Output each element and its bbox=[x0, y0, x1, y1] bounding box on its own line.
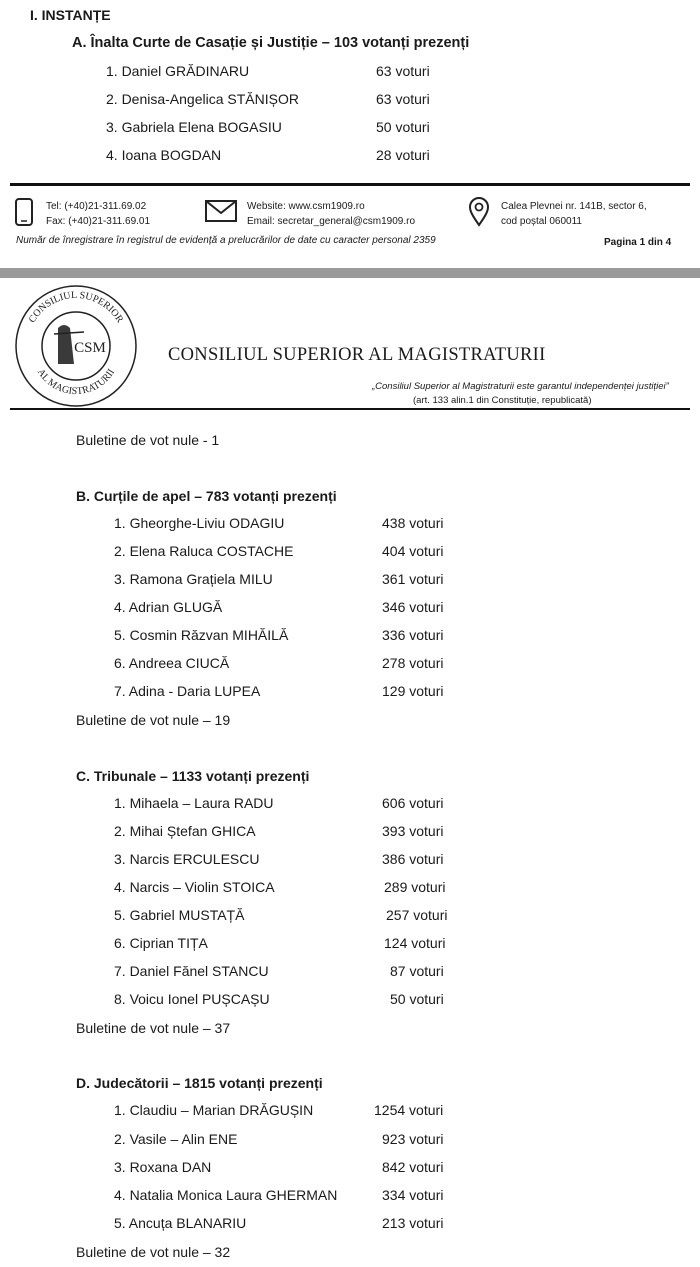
candidate-name: 2. Elena Raluca COSTACHE bbox=[114, 543, 294, 559]
list-item bbox=[0, 1131, 700, 1153]
group-a-title: A. Înalta Curte de Casație și Justiție – 103 votanți prezenți bbox=[72, 35, 470, 51]
candidate-name: 1. Claudiu – Marian DRĂGUȘIN bbox=[114, 1102, 314, 1118]
candidate-name: 2. Mihai Ștefan GHICA bbox=[114, 823, 256, 839]
candidate-votes: 129 voturi bbox=[382, 683, 444, 699]
candidate-votes: 278 voturi bbox=[382, 655, 444, 671]
header-quote: „Consiliul Superior al Magistraturii este garantul independenței justiției” bbox=[372, 381, 669, 392]
seal-bottom-text: AL MAGISTRATURII bbox=[34, 367, 118, 398]
header-divider bbox=[10, 408, 690, 410]
candidate-name: 4. Ioana BOGDAN bbox=[106, 147, 222, 163]
candidate-name: 4. Adrian GLUGĂ bbox=[114, 599, 223, 615]
candidate-votes: 606 voturi bbox=[382, 795, 444, 811]
candidate-votes: 63 voturi bbox=[376, 63, 430, 79]
svg-text:AL MAGISTRATURII bbox=[35, 367, 117, 397]
candidate-name: 5. Cosmin Răzvan MIHĂILĂ bbox=[114, 627, 289, 643]
footer-tel: Tel: (+40)21-311.69.02 bbox=[46, 201, 147, 212]
list-item bbox=[0, 543, 700, 565]
candidate-votes: 336 voturi bbox=[382, 627, 444, 643]
footer-address-line1: Calea Plevnei nr. 141B, sector 6, bbox=[501, 201, 647, 212]
candidate-votes: 124 voturi bbox=[384, 935, 446, 951]
seal-center-text: CSM bbox=[74, 340, 106, 356]
candidate-name: 7. Daniel Fănel STANCU bbox=[114, 963, 269, 979]
null-votes-c: Buletine de vot nule – 37 bbox=[76, 1020, 231, 1036]
list-item bbox=[0, 1187, 700, 1209]
candidate-votes: 361 voturi bbox=[382, 571, 444, 587]
csm-seal-logo bbox=[14, 284, 138, 408]
page-separator bbox=[0, 268, 700, 278]
section-heading: I. INSTANȚE bbox=[30, 7, 111, 23]
list-item bbox=[0, 823, 700, 845]
list-item bbox=[0, 147, 700, 169]
candidate-name: 1. Gheorghe-Liviu ODAGIU bbox=[114, 515, 285, 531]
footer-address-line2: cod poștal 060011 bbox=[501, 216, 582, 227]
candidate-name: 4. Natalia Monica Laura GHERMAN bbox=[114, 1187, 338, 1203]
group-b-title: B. Curțile de apel – 783 votanți prezenți bbox=[76, 488, 337, 504]
candidate-name: 5. Gabriel MUSTAȚĂ bbox=[114, 907, 245, 923]
page-number: Pagina 1 din 4 bbox=[604, 237, 672, 248]
list-item bbox=[0, 879, 700, 901]
list-item bbox=[0, 795, 700, 817]
list-item bbox=[0, 599, 700, 621]
candidate-name: 8. Voicu Ionel PUȘCAȘU bbox=[114, 991, 270, 1007]
candidate-votes: 386 voturi bbox=[382, 851, 444, 867]
candidate-votes: 50 voturi bbox=[390, 991, 444, 1007]
null-votes-d: Buletine de vot nule – 32 bbox=[76, 1244, 231, 1260]
list-item bbox=[0, 1102, 700, 1124]
location-pin-icon bbox=[468, 197, 490, 227]
list-item bbox=[0, 515, 700, 537]
list-item bbox=[0, 683, 700, 705]
candidate-votes: 63 voturi bbox=[376, 91, 430, 107]
candidate-name: 6. Ciprian TIȚA bbox=[114, 935, 208, 951]
candidate-name: 6. Andreea CIUCĂ bbox=[114, 655, 230, 671]
candidate-votes: 87 voturi bbox=[390, 963, 444, 979]
candidate-name: 1. Mihaela – Laura RADU bbox=[114, 795, 274, 811]
seal-top-text: CONSILIUL SUPERIOR bbox=[26, 289, 126, 325]
candidate-name: 3. Ramona Grațiela MILU bbox=[114, 571, 273, 587]
candidate-votes: 1254 voturi bbox=[374, 1102, 444, 1118]
candidate-votes: 289 voturi bbox=[384, 879, 446, 895]
list-item bbox=[0, 907, 700, 929]
org-name: CONSILIUL SUPERIOR AL MAGISTRATURII bbox=[168, 345, 546, 365]
candidate-name: 3. Roxana DAN bbox=[114, 1159, 212, 1175]
list-item bbox=[0, 991, 700, 1013]
candidate-name: 1. Daniel GRĂDINARU bbox=[106, 63, 250, 79]
candidate-votes: 213 voturi bbox=[382, 1215, 444, 1231]
phone-icon bbox=[14, 198, 34, 226]
candidate-votes: 50 voturi bbox=[376, 119, 430, 135]
candidate-votes: 393 voturi bbox=[382, 823, 444, 839]
candidate-votes: 842 voturi bbox=[382, 1159, 444, 1175]
list-item bbox=[0, 627, 700, 649]
group-c-title: C. Tribunale – 1133 votanți prezenți bbox=[76, 768, 310, 784]
footer-registry: Număr de înregistrare în registrul de evidență a prelucrărilor de date cu caracter personal 2359 bbox=[16, 235, 436, 246]
list-item bbox=[0, 963, 700, 985]
list-item bbox=[0, 63, 700, 85]
list-item bbox=[0, 1159, 700, 1181]
list-item bbox=[0, 935, 700, 957]
candidate-votes: 334 voturi bbox=[382, 1187, 444, 1203]
header-reference: (art. 133 alin.1 din Constituție, republicată) bbox=[413, 395, 592, 406]
list-item bbox=[0, 851, 700, 873]
candidate-name: 7. Adina - Daria LUPEA bbox=[114, 683, 261, 699]
footer-divider bbox=[10, 183, 690, 186]
candidate-name: 2. Denisa-Angelica STĂNIȘOR bbox=[106, 91, 299, 107]
candidate-votes: 404 voturi bbox=[382, 543, 444, 559]
group-d-title: D. Judecătorii – 1815 votanți prezenți bbox=[76, 1075, 323, 1091]
footer-fax: Fax: (+40)21-311.69.01 bbox=[46, 216, 151, 227]
footer-email: Email: secretar_general@csm1909.ro bbox=[247, 216, 416, 227]
footer-website: Website: www.csm1909.ro bbox=[247, 201, 365, 212]
null-votes-a: Buletine de vot nule - 1 bbox=[76, 432, 220, 448]
candidate-name: 5. Ancuța BLANARIU bbox=[114, 1215, 247, 1231]
list-item bbox=[0, 91, 700, 113]
candidate-votes: 28 voturi bbox=[376, 147, 430, 163]
list-item bbox=[0, 571, 700, 593]
candidate-votes: 346 voturi bbox=[382, 599, 444, 615]
list-item bbox=[0, 1215, 700, 1237]
envelope-icon bbox=[205, 200, 237, 222]
candidate-name: 4. Narcis – Violin STOICA bbox=[114, 879, 275, 895]
candidate-name: 2. Vasile – Alin ENE bbox=[114, 1131, 238, 1147]
candidate-name: 3. Narcis ERCULESCU bbox=[114, 851, 260, 867]
candidate-name: 3. Gabriela Elena BOGASIU bbox=[106, 119, 282, 135]
null-votes-b: Buletine de vot nule – 19 bbox=[76, 712, 231, 728]
svg-text:CONSILIUL SUPERIOR bbox=[27, 290, 126, 325]
candidate-votes: 257 voturi bbox=[386, 907, 448, 923]
list-item bbox=[0, 655, 700, 677]
candidate-votes: 923 voturi bbox=[382, 1131, 444, 1147]
candidate-votes: 438 voturi bbox=[382, 515, 444, 531]
list-item bbox=[0, 119, 700, 141]
